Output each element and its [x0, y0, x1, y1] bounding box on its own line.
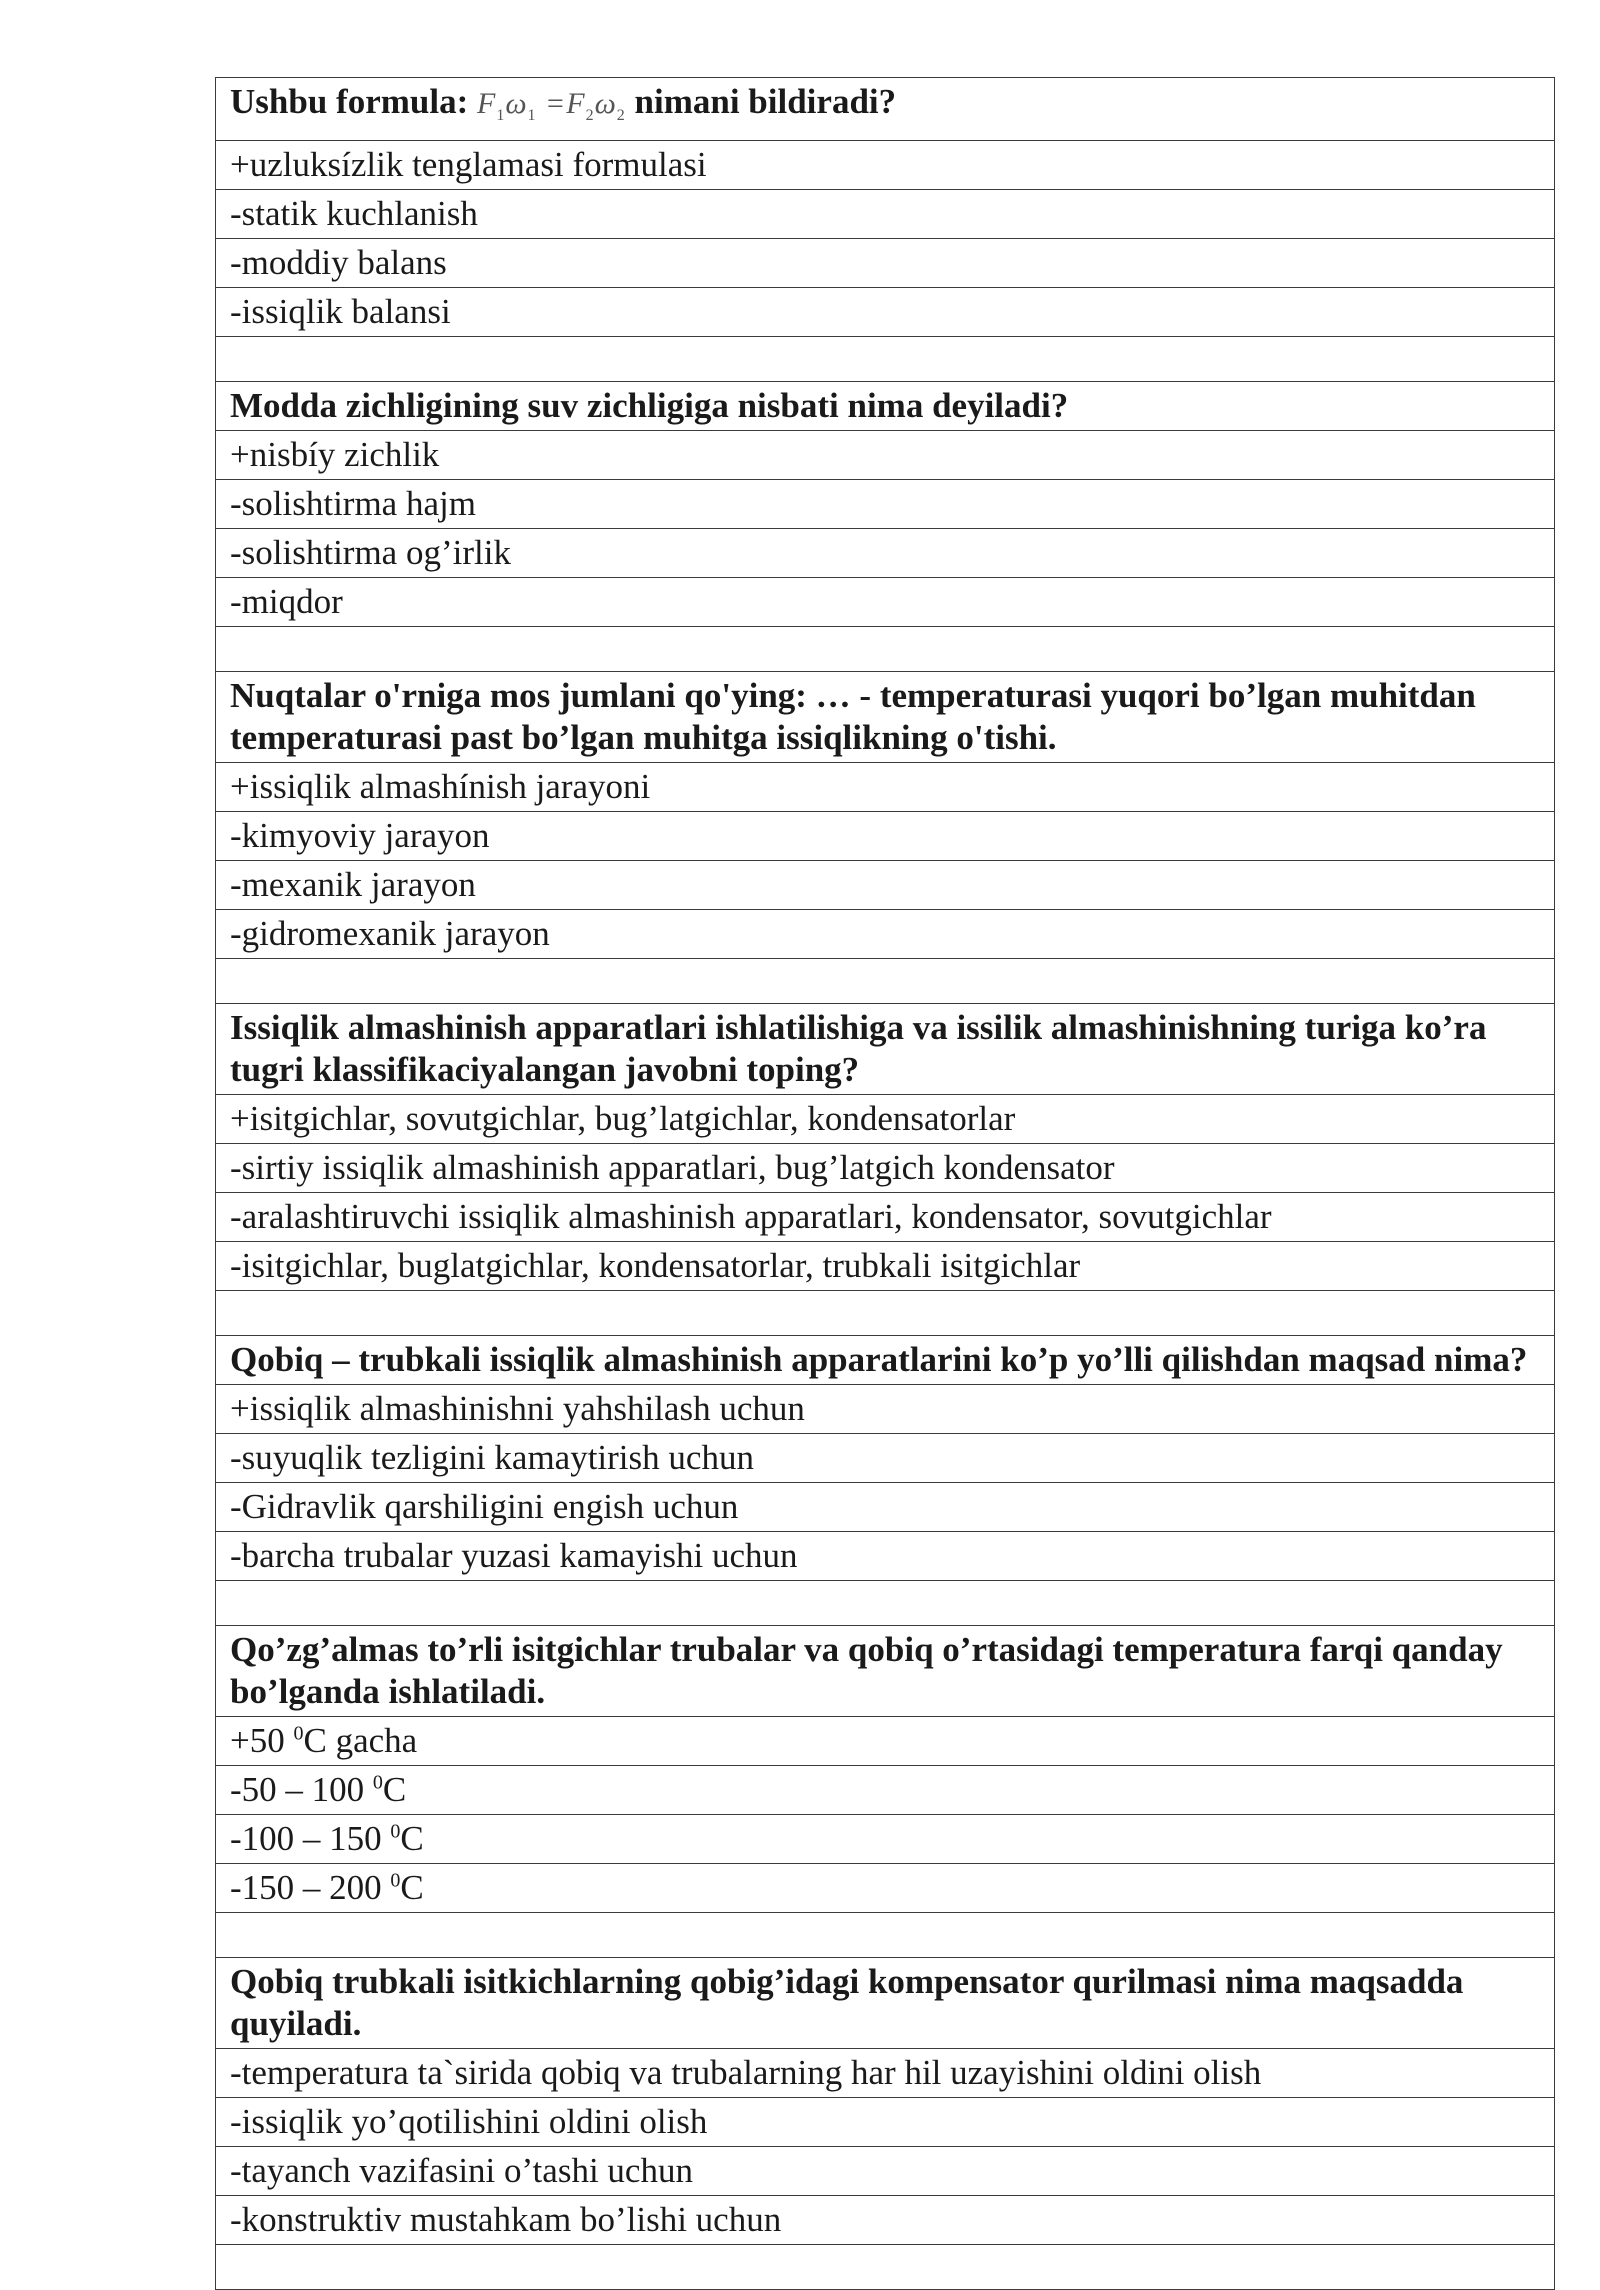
option-row: [216, 529, 1555, 578]
option-row: [216, 1864, 1555, 1913]
option-row: [216, 763, 1555, 812]
option-cell: -150 – 200 $^0$C: [216, 1864, 1555, 1913]
option-row: [216, 1242, 1555, 1291]
option-row: [216, 141, 1555, 190]
question-cell: Qo’zg’almas to’rli isitgichlar trubalar va qobiq o’rtasidagi temperatura farqi qanday bo’lganda ishlatiladi.: [216, 1626, 1555, 1717]
option-cell: -barcha trubalar yuzasi kamayishi uchun: [216, 1532, 1555, 1581]
spacer-cell: [216, 337, 1555, 382]
option-cell: +issiqlik almashinishni yahshilash uchun: [216, 1385, 1555, 1434]
spacer-cell: [216, 1581, 1555, 1626]
question-cell: Issiqlik almashinish apparatlari ishlatilishiga va issilik almashinishning turiga ko’ra tugri klassifikaciyalangan javobni toping?: [216, 1004, 1555, 1095]
question-text-end: nimani bildiradi?: [625, 82, 897, 121]
question-cell: Qobiq trubkali isitkichlarning qobig’idagi kompensator qurilmasi nima maqsadda quyiladi.: [216, 1958, 1555, 2049]
option-cell: -kimyoviy jarayon: [216, 812, 1555, 861]
option-cell: -issiqlik balansi: [216, 288, 1555, 337]
option-cell: -Gidravlik qarshiligini engish uchun: [216, 1483, 1555, 1532]
option-cell: -sirtiy issiqlik almashinish apparatlari, bug’latgich kondensator: [216, 1144, 1555, 1193]
option-row: [216, 1483, 1555, 1532]
option-cell: -100 – 150 $^0$C: [216, 1815, 1555, 1864]
question-row: [216, 382, 1555, 431]
question-cell: Modda zichligining suv zichligiga nisbati nima deyiladi?: [216, 382, 1555, 431]
question-row: [216, 1336, 1555, 1385]
option-cell: -temperatura ta`sirida qobiq va trubalarning har hil uzayishini oldini olish: [216, 2049, 1555, 2098]
question-row: [216, 78, 1555, 141]
option-row: [216, 2049, 1555, 2098]
option-cell: +50 $^0$C gacha: [216, 1717, 1555, 1766]
spacer-cell: [216, 627, 1555, 672]
option-row: [216, 1717, 1555, 1766]
option-row: [216, 1385, 1555, 1434]
degree-mark: 0: [390, 1869, 401, 1892]
question-text-start: Ushbu formula:: [230, 82, 477, 121]
spacer-row: [216, 337, 1555, 382]
spacer-row: [216, 1913, 1555, 1958]
formula: $F_1\omega_1 =F_2\omega_2$: [476, 87, 626, 124]
option-row: [216, 1434, 1555, 1483]
option-row: [216, 1766, 1555, 1815]
question-row: [216, 1626, 1555, 1717]
option-row: [216, 480, 1555, 529]
question-row: [216, 1958, 1555, 2049]
option-cell: -aralashtiruvchi issiqlik almashinish apparatlari, kondensator, sovutgichlar: [216, 1193, 1555, 1242]
option-row: [216, 1815, 1555, 1864]
option-row: [216, 1532, 1555, 1581]
option-row: [216, 1095, 1555, 1144]
option-cell: -50 – 100 $^0$C: [216, 1766, 1555, 1815]
option-cell: -moddiy balans: [216, 239, 1555, 288]
degree-mark: 0: [372, 1771, 383, 1794]
spacer-row: [216, 959, 1555, 1004]
question-cell: Qobiq – trubkali issiqlik almashinish apparatlarini ko’p yo’lli qilishdan maqsad nima?: [216, 1336, 1555, 1385]
option-cell: -solishtirma og’irlik: [216, 529, 1555, 578]
option-cell: +nisbíy zichlik: [216, 431, 1555, 480]
option-row: [216, 2147, 1555, 2196]
option-row: [216, 431, 1555, 480]
option-cell: -issiqlik yo’qotilishini oldini olish: [216, 2098, 1555, 2147]
degree-mark: 0: [293, 1722, 304, 1745]
option-row: [216, 1144, 1555, 1193]
option-cell: +isitgichlar, sovutgichlar, bug’latgichlar, kondensatorlar: [216, 1095, 1555, 1144]
option-cell: +uzluksízlik tenglamasi formulasi: [216, 141, 1555, 190]
option-row: [216, 190, 1555, 239]
spacer-row: [216, 1291, 1555, 1336]
option-row: [216, 2098, 1555, 2147]
degree-mark: 0: [390, 1820, 401, 1843]
question-row: [216, 1004, 1555, 1095]
spacer-row: [216, 627, 1555, 672]
option-row: [216, 812, 1555, 861]
option-row: [216, 578, 1555, 627]
option-cell: -solishtirma hajm: [216, 480, 1555, 529]
option-cell: -konstruktiv mustahkam bo’lishi uchun: [216, 2196, 1555, 2245]
spacer-cell: [216, 2245, 1555, 2290]
option-row: [216, 239, 1555, 288]
option-cell: -miqdor: [216, 578, 1555, 627]
question-cell: Nuqtalar o'rniga mos jumlani qo'ying: … - temperaturasi yuqori bo’lgan muhitdan temperaturasi past bo’lgan muhitga issiqlikning o'tishi.: [216, 672, 1555, 763]
option-cell: -tayanch vazifasini o’tashi uchun: [216, 2147, 1555, 2196]
spacer-cell: [216, 959, 1555, 1004]
option-cell: -isitgichlar, buglatgichlar, kondensatorlar, trubkali isitgichlar: [216, 1242, 1555, 1291]
option-row: [216, 861, 1555, 910]
option-row: [216, 910, 1555, 959]
option-cell: -suyuqlik tezligini kamaytirish uchun: [216, 1434, 1555, 1483]
option-row: [216, 288, 1555, 337]
option-cell: +issiqlik almashínish jarayoni: [216, 763, 1555, 812]
spacer-row: [216, 1581, 1555, 1626]
option-cell: -mexanik jarayon: [216, 861, 1555, 910]
option-row: [216, 2196, 1555, 2245]
spacer-cell: [216, 1913, 1555, 1958]
question-cell: [216, 78, 1555, 141]
question-row: [216, 672, 1555, 763]
question-table: [215, 77, 1555, 2290]
spacer-row: [216, 2245, 1555, 2290]
option-cell: -statik kuchlanish: [216, 190, 1555, 239]
option-cell: -gidromexanik jarayon: [216, 910, 1555, 959]
spacer-cell: [216, 1291, 1555, 1336]
option-row: [216, 1193, 1555, 1242]
